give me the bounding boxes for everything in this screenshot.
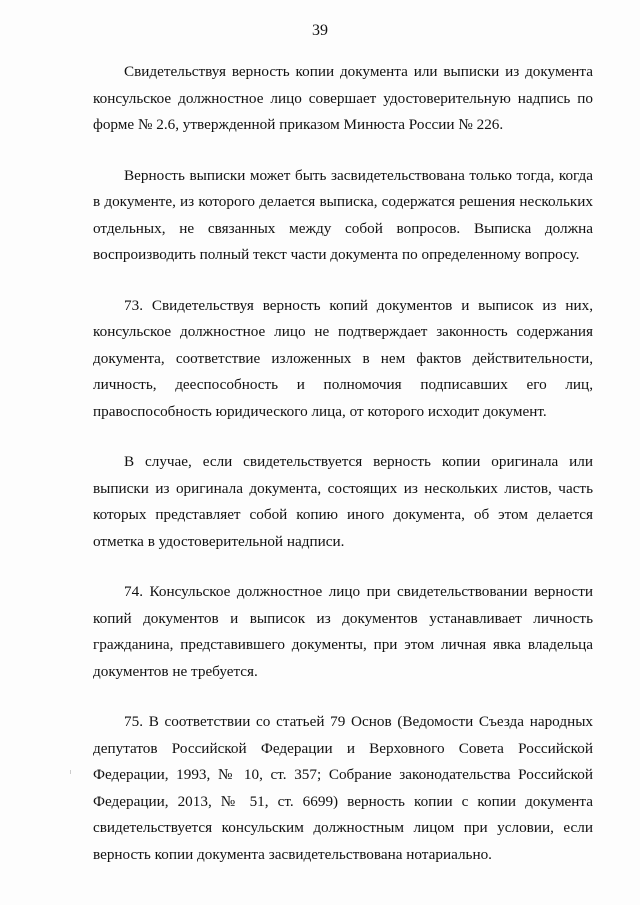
- paragraph-75: 75. В соответствии со статьей 79 Основ (Ведомости Съезда народных депутатов Российской Федерации и Верховного Совета Российской Федерации, 1993, № 10, ст. 357; Собрание законодательства Российской Федерации, 2013, № 51, ст. 6699) верность копии с копии документа свидетельствуется консульским должностным лицом при условии, если верность копии документа засвидетельствована нотариально.: [93, 713, 593, 863]
- document-body: [93, 59, 593, 868]
- page-number: 39: [312, 22, 328, 39]
- paragraph-copy-certification: Свидетельствуя верность копии документа или выписки из документа консульское должностное лицо совершает удостоверительную надпись по форме № 2.6, утвержденной приказом Минюста России № 226.: [93, 63, 593, 133]
- paragraph-extract-verification: Верность выписки может быть засвидетельствована только тогда, когда в документе, из которого делается выписка, содержатся решения нескольких отдельных, не связанных между собой вопросов. Выписка должна воспроизводить полный текст части документа по определенному вопросу.: [93, 166, 593, 263]
- paragraph-73: 73. Свидетельствуя верность копий документов и выписок из них, консульское должностное лицо не подтверждает законность содержания документа, соответствие изложенных в нем фактов действительности, личность, дееспособность и полномочия подписавших его лиц, правоспособность юридического лица, от которого исходит документ.: [93, 296, 593, 420]
- scan-mark: [70, 770, 71, 774]
- paragraph-74: 74. Консульское должностное лицо при свидетельствовании верности копий документов и выписок из документов устанавливает личность гражданина, представившего документы, при этом личная явка владельца документов не требуется.: [93, 583, 593, 680]
- paragraph-multi-sheet-documents: В случае, если свидетельствуется верность копии оригинала или выписки из оригинала документа, состоящих из нескольких листов, часть которых представляет собой копию иного документа, об этом делается отметка в удостоверительной надписи.: [93, 453, 593, 550]
